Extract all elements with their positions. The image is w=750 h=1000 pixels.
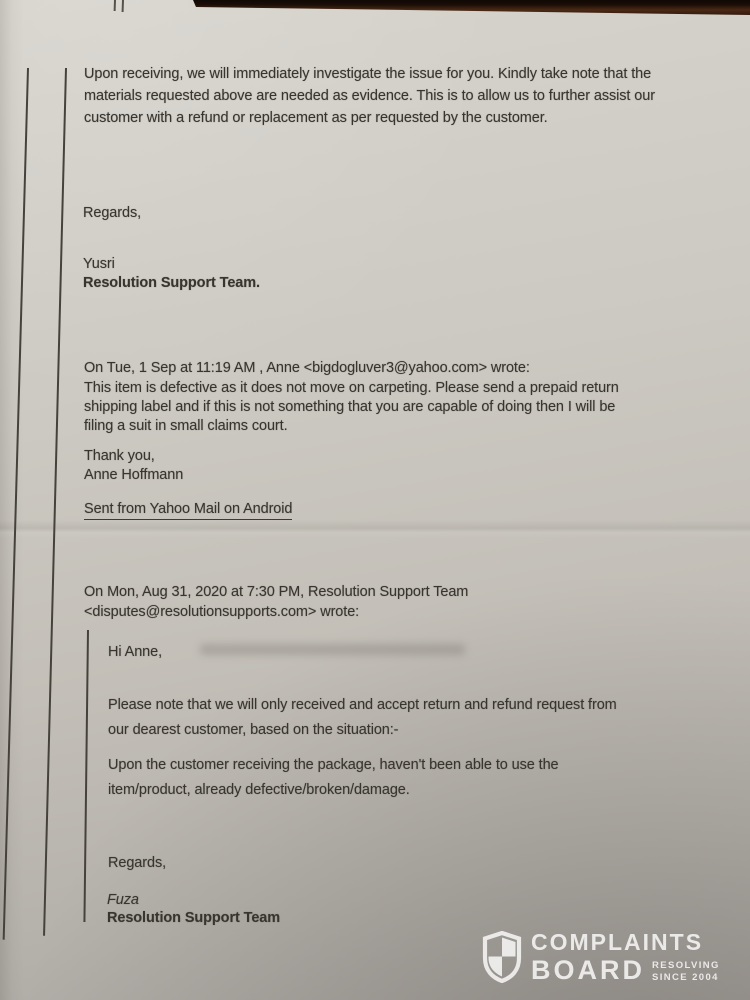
signature-team: Resolution Support Team [107,910,281,926]
body-line: shipping label and if this is not something that you are capable of doing then I will be [84,399,616,415]
page-top-artifact-mark [122,0,124,12]
mail-footer-link [84,501,292,517]
paper-crease [0,520,750,538]
watermark-tagline-since: SINCE 2004 [652,971,719,983]
signature-name: Anne Hoffmann [84,467,184,483]
quote-header: On Tue, 1 Sep at 11:19 AM , Anne <bigdogluver3@yahoo.com> wrote: [84,360,530,376]
watermark-brand-board: BOARD [531,955,645,985]
signature-name: Yusri [83,256,115,272]
greeting-text: Hi Anne, [108,644,163,660]
body-line: Upon receiving, we will immediately investigate the issue for you. Kindly take note that the [84,66,652,82]
quote-header-line: On Mon, Aug 31, 2020 at 7:30 PM, Resolution Support Team [84,584,469,600]
watermark-brand-complaints: COMPLAINTS [531,929,704,955]
paper-left-shadow [0,0,26,1000]
watermark-brand-row [531,957,720,984]
signature-name: Fuza [107,892,139,908]
page-top-artifact-mark [114,0,116,11]
quote-header-line: <disputes@resolutionsupports.com> wrote: [84,604,360,620]
body-line: Upon the customer receiving the package, haven't been able to use the [108,757,559,773]
signature-team: Resolution Support Team. [83,275,260,291]
watermark-text [531,931,720,984]
message-body [108,697,617,747]
closing-text: Regards, [108,855,167,871]
watermark-tagline-resolving: RESOLVING [652,960,720,972]
body-line: Please note that we will only received and accept return and refund request from [108,697,617,713]
table-edge-background [0,0,750,16]
body-line: customer with a refund or replacement as per requested by the customer. [84,110,548,126]
ink-smudge-artifact [200,644,465,655]
message-body [84,66,655,132]
body-line: item/product, already defective/broken/damage. [108,782,410,798]
mail-footer-link-text: Sent from Yahoo Mail on Android [84,501,292,520]
quote-level-3-bar [83,630,89,922]
closing-text: Thank you, [84,448,155,464]
message-body [108,757,559,807]
shield-icon [482,931,522,988]
quote-header [84,584,468,624]
watermark-tagline [652,960,720,983]
watermark-logo [482,931,720,988]
body-line: This item is defective as it does not move on carpeting. Please send a prepaid return [84,380,619,396]
quote-level-2-bar [43,68,67,936]
body-line: our dearest customer, based on the situation:- [108,722,399,738]
body-line: filing a suit in small claims court. [84,418,288,434]
message-body [84,380,619,437]
closing-text: Regards, [83,205,142,221]
body-line: materials requested above are needed as evidence. This is to allow us to further assist our [84,88,655,104]
